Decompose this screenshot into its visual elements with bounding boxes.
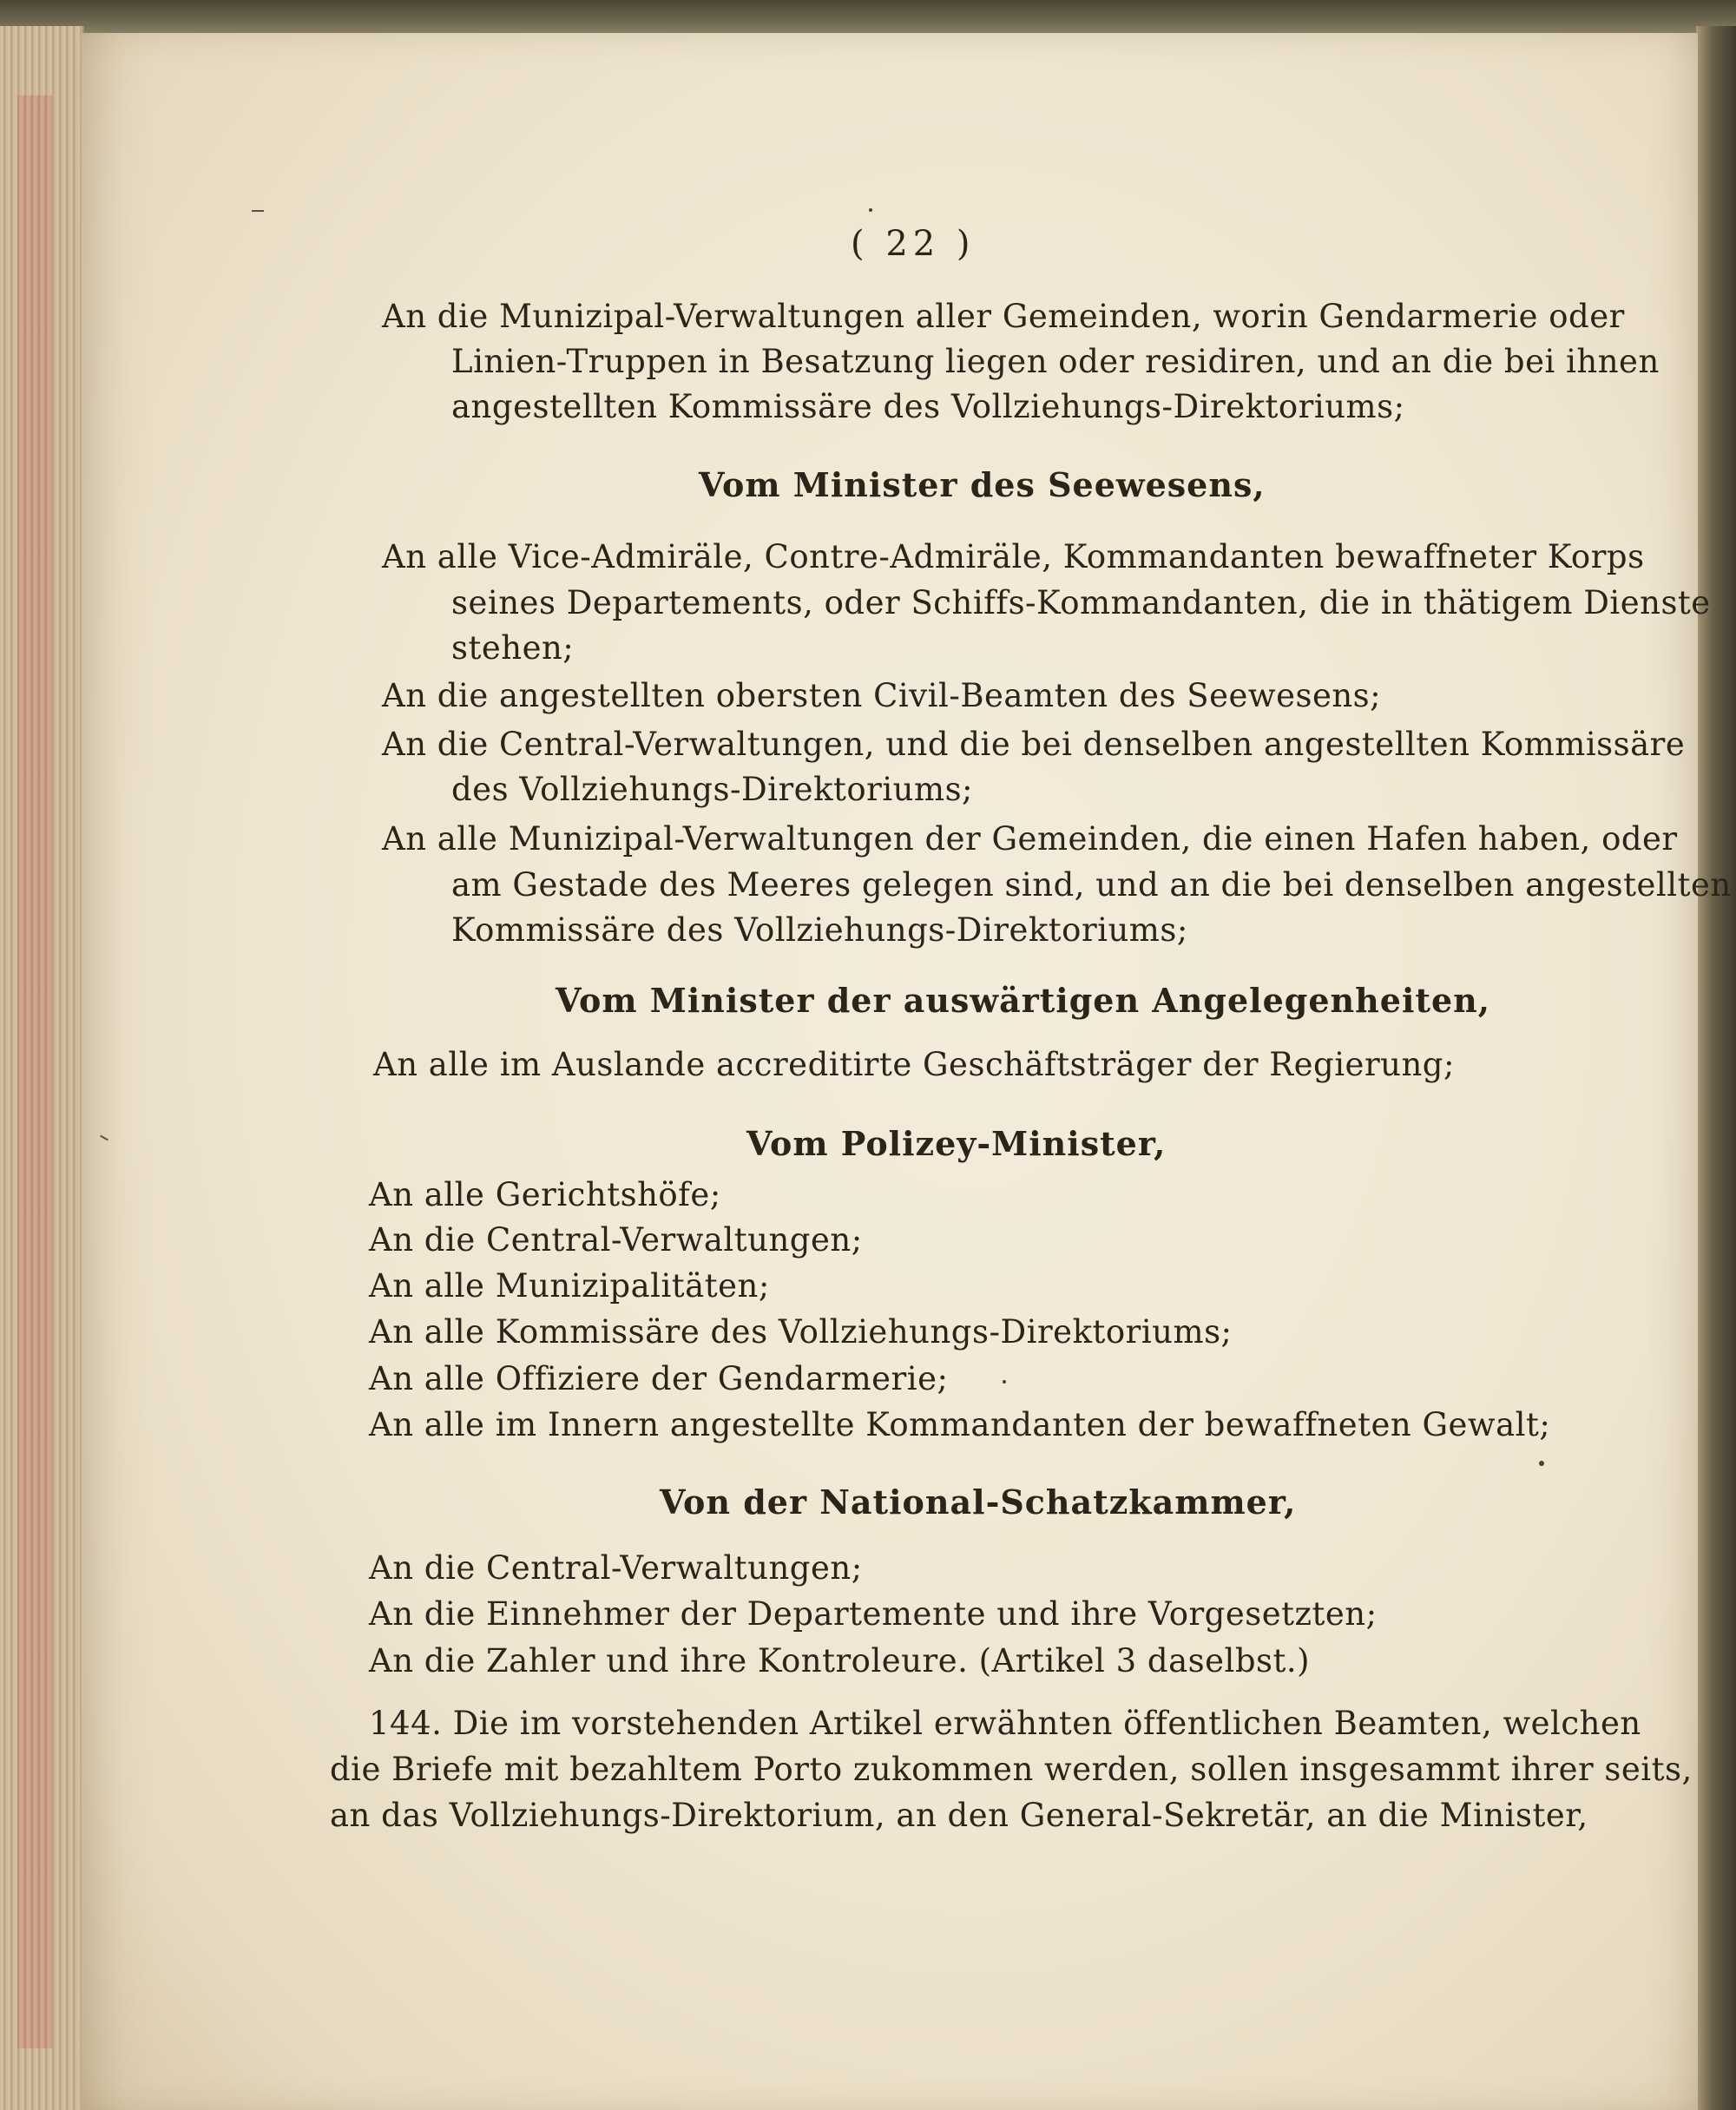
paper-fleck (1003, 1380, 1006, 1384)
text-line: An die Einnehmer der Departemente und ihre Vorgesetzten; (369, 1595, 1378, 1633)
text-line: An alle im Innern angestellte Kommandanten der bewaffneten Gewalt; (369, 1406, 1551, 1443)
text-line: 144. Die im vorstehenden Artikel erwähnten öffentlichen Beamten, welchen (369, 1705, 1641, 1742)
text-line: An die Munizipal-Verwaltungen aller Gemeinden, worin Gendarmerie oder (382, 298, 1625, 335)
right-book-edge (1696, 26, 1736, 2110)
text-line: am Gestade des Meeres gelegen sind, und an die bei denselben angestellten (451, 866, 1732, 904)
text-line: An alle Munizipalitäten; (369, 1267, 770, 1305)
text-line: des Vollziehungs-Direktoriums; (451, 771, 974, 808)
text-line: An alle Vice-Admiräle, Contre-Admiräle, Kommandanten bewaffneter Korps (382, 538, 1645, 575)
section-heading: Vom Minister der auswärtigen Angelegenheiten, (556, 981, 1490, 1020)
text-line: An die Zahler und ihre Kontroleure. (Artikel 3 daselbst.) (369, 1642, 1311, 1679)
text-line: An alle Munizipal-Verwaltungen der Gemeinden, die einen Hafen haben, oder (382, 820, 1678, 858)
text-line: An alle im Auslande accreditirte Geschäftsträger der Regierung; (373, 1046, 1455, 1083)
text-line: An alle Offiziere der Gendarmerie; (369, 1360, 949, 1397)
text-line: An die angestellten obersten Civil-Beamten des Seewesens; (382, 677, 1382, 714)
page-number: ( 22 ) (851, 224, 976, 264)
text-line: An die Central-Verwaltungen; (369, 1221, 863, 1259)
paper-fleck (869, 208, 872, 212)
text-line: die Briefe mit bezahltem Porto zukommen werden, sollen insgesammt ihrer seits, (330, 1751, 1693, 1788)
text-line: angestellten Kommissäre des Vollziehungs-Direktoriums; (451, 388, 1405, 425)
section-heading: Vom Polizey-Minister, (746, 1124, 1167, 1163)
text-line: An die Central-Verwaltungen, und die bei denselben angestellten Kommissäre (382, 726, 1686, 763)
text-line: Kommissäre des Vollziehungs-Direktoriums; (451, 911, 1188, 949)
margin-mark (252, 210, 264, 212)
text-line: stehen; (451, 629, 575, 667)
paper-fleck (1539, 1461, 1544, 1466)
text-line: An alle Kommissäre des Vollziehungs-Direktoriums; (369, 1313, 1233, 1351)
section-heading: Vom Minister des Seewesens, (699, 465, 1266, 504)
text-line: An die Central-Verwaltungen; (369, 1549, 863, 1587)
page-stack-edge (0, 26, 84, 2110)
text-line: seines Departements, oder Schiffs-Kommandanten, die in thätigem Dienste (451, 584, 1711, 621)
section-heading: Von der National-Schatzkammer, (660, 1482, 1297, 1522)
text-line: Linien-Truppen in Besatzung liegen oder residiren, und an die bei ihnen (451, 343, 1660, 380)
red-page-edge (17, 95, 52, 2048)
text-line: An alle Gerichtshöfe; (369, 1176, 721, 1213)
book-top-edge (0, 0, 1736, 35)
text-line: an das Vollziehungs-Direktorium, an den General-Sekretär, an die Minister, (330, 1797, 1588, 1834)
